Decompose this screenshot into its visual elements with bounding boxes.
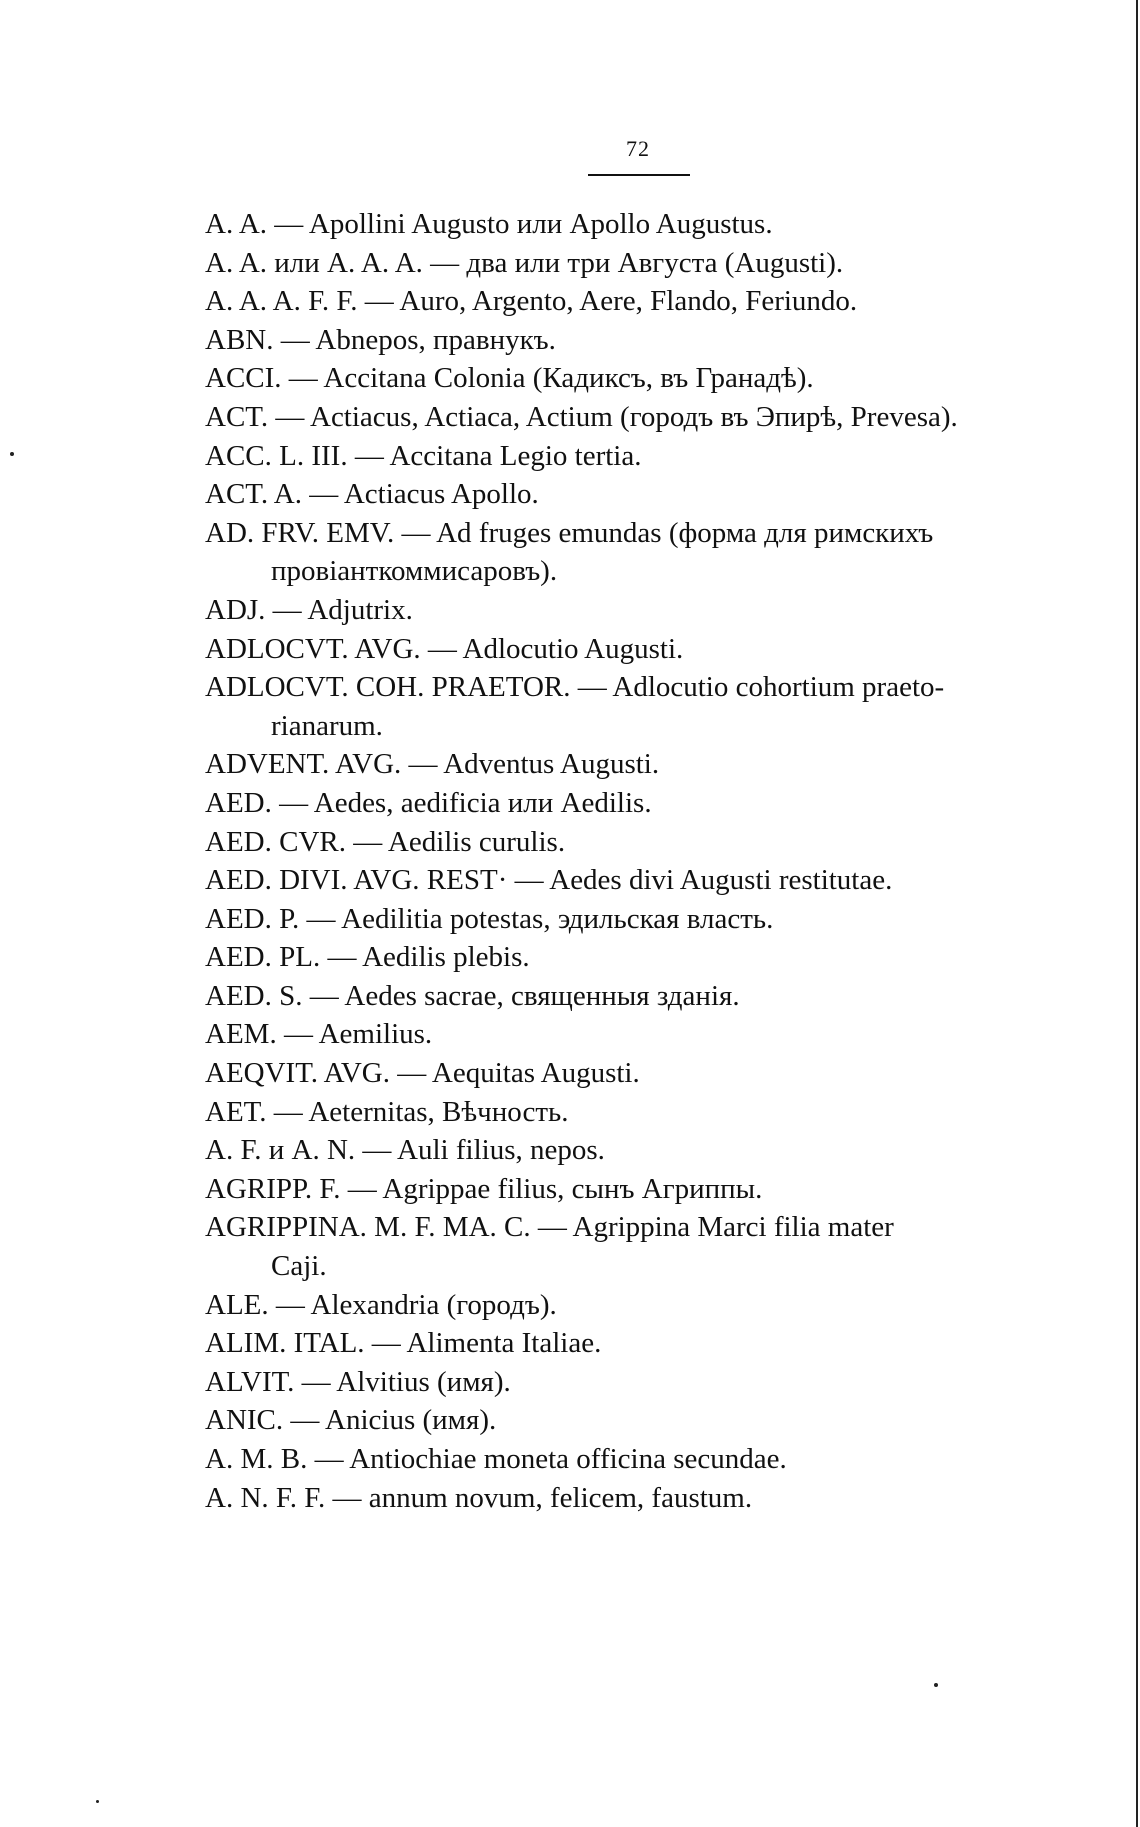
entry-aed-s: AED. S. — Aedes sacrae, священныя зданiя. <box>205 979 740 1012</box>
entry-anic: ANIC. — Anicius (имя). <box>205 1404 497 1437</box>
entry-anff: A. N. F. F. — annum novum, felicem, faustum. <box>205 1481 753 1514</box>
entry-agrippina: AGRIPPINA. M. F. MA. C. — Agrippina Marci filia mater <box>205 1211 894 1244</box>
entry-adlocvt-avg: ADLOCVT. AVG. — Adlocutio Augusti. <box>205 632 684 665</box>
scan-edge-line <box>1136 0 1138 1827</box>
entry-aa: A. A. — Apollini Augusto или Apollo Augustus. <box>205 208 773 240</box>
entry-alvit: ALVIT. — Alvitius (имя). <box>205 1365 511 1398</box>
abbreviation-list <box>205 205 1045 1517</box>
entry-adj: ADJ. — Adjutrix. <box>205 593 413 626</box>
entry-acci: ACCI. — Accitana Colonia (Кадиксъ, въ Гранадѣ). <box>205 362 814 395</box>
entry-aed-cvr: AED. CVR. — Aedilis curulis. <box>205 825 566 858</box>
entry-aed-divi: AED. DIVI. AVG. REST· — Aedes divi Augusti restitutae. <box>205 864 893 897</box>
entry-aem: AEM. — Aemilius. <box>205 1018 433 1051</box>
entry-adlocvt-coh: ADLOCVT. COH. PRAETOR. — Adlocutio cohortium praeto- <box>205 671 945 704</box>
entry-agripp-f: AGRIPP. F. — Agrippae filius, сынъ Агриппы. <box>205 1172 763 1205</box>
entry-alim-ital: ALIM. ITAL. — Alimenta Italiae. <box>205 1327 602 1360</box>
scan-speck <box>96 1800 99 1803</box>
entry-acc-l-iii: ACC. L. III. — Accitana Legio tertia. <box>205 439 642 472</box>
entry-ad-frv-emv-continued: провiанткоммисаровъ). <box>271 555 558 588</box>
entry-adlocvt-coh-continued: rianarum. <box>271 709 383 742</box>
entry-advent-avg: ADVENT. AVG. — Adventus Augusti. <box>205 748 660 781</box>
entry-aaaff: A. A. A. F. F. — Auro, Argento, Aere, Flando, Feriundo. <box>205 285 858 318</box>
entry-aeqvit-avg: AEQVIT. AVG. — Aequitas Augusti. <box>205 1057 640 1090</box>
entry-aet: AET. — Aeternitas, Вѣчность. <box>205 1095 569 1128</box>
entry-act: ACT. — Actiacus, Actiaca, Actium (городъ въ Эпирѣ, Prevesa). <box>205 400 958 433</box>
entry-aed-pl: AED. PL. — Aedilis plebis. <box>205 941 530 974</box>
entry-af-an: A. F. и A. N. — Auli filius, nepos. <box>205 1134 605 1167</box>
page-number: 72 <box>626 136 650 161</box>
entry-ad-frv-emv: AD. FRV. EMV. — Ad fruges emundas (форма для римскихъ <box>205 516 934 549</box>
entry-aa-aaa: A. A. или A. A. A. — два или три Августа (Augusti). <box>205 246 844 279</box>
entry-agrippina-continued: Caji. <box>271 1250 327 1283</box>
entry-act-a: ACT. A. — Actiacus Apollo. <box>205 478 539 511</box>
entry-amb: A. M. B. — Antiochiae moneta officina secundae. <box>205 1443 787 1475</box>
entry-aed-p: AED. P. — Aedilitia potestas, эдильская власть. <box>205 902 774 935</box>
scan-speck <box>934 1683 938 1687</box>
scan-speck <box>10 452 14 456</box>
entry-ale: ALE. — Alexandria (городъ). <box>205 1288 557 1321</box>
entry-abn: ABN. — Abnepos, правнукъ. <box>205 323 556 356</box>
entry-aed: AED. — Aedes, aedificia или Aedilis. <box>205 786 652 819</box>
header-rule <box>588 174 690 176</box>
